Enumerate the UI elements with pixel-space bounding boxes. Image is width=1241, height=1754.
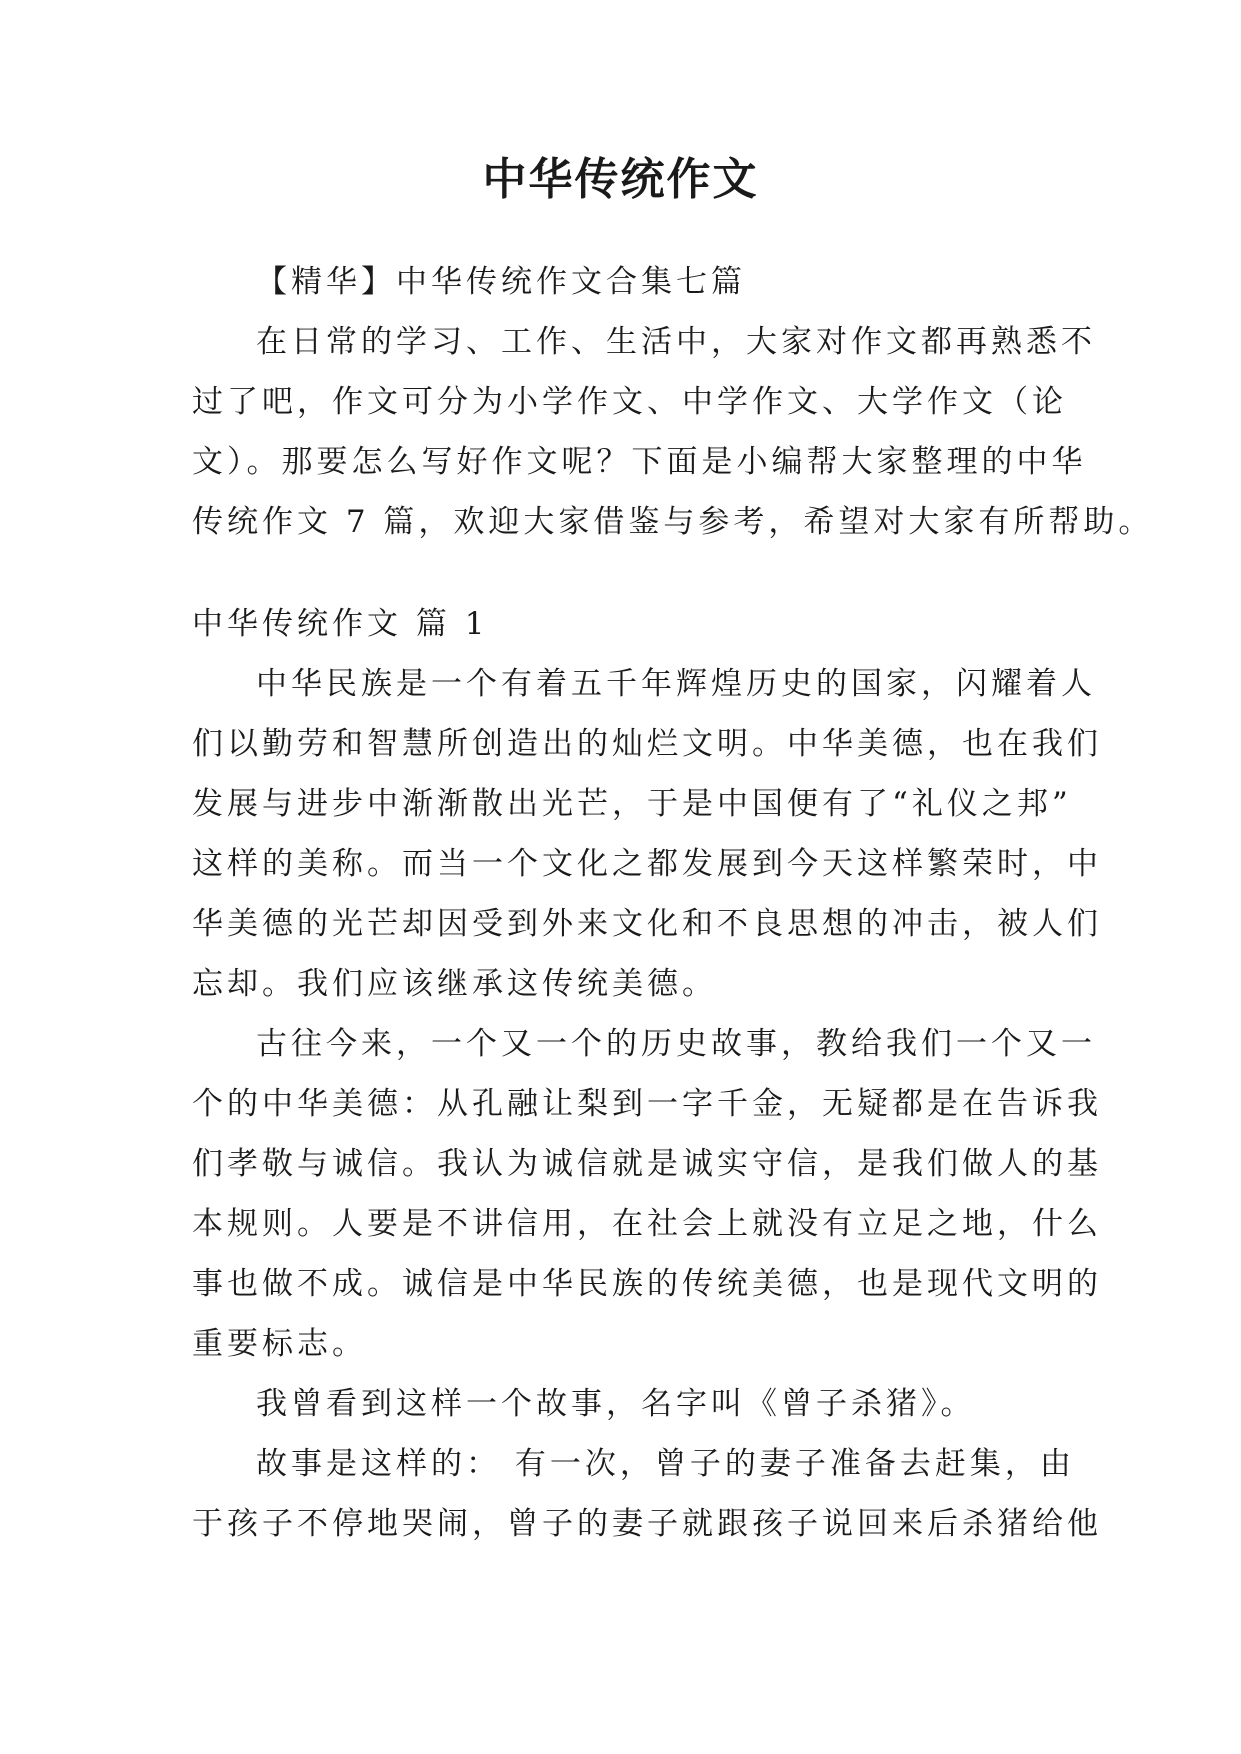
paragraph-line: 中华民族是一个有着五千年辉煌历史的国家，闪耀着人	[256, 666, 1096, 702]
intro-heading: 【精华】中华传统作文合集七篇	[256, 264, 746, 300]
paragraph-line: 于孩子不停地哭闹，曾子的妻子就跟孩子说回来后杀猪给他	[192, 1506, 1102, 1542]
paragraph-line: 在日常的学习、工作、生活中，大家对作文都再熟悉不	[256, 324, 1096, 360]
paragraph-line: 事也做不成。诚信是中华民族的传统美德，也是现代文明的	[192, 1266, 1102, 1302]
paragraph-line: 古往今来，一个又一个的历史故事，教给我们一个又一	[256, 1026, 1096, 1062]
paragraph-line: 忘却。我们应该继承这传统美德。	[192, 966, 717, 1002]
paragraph-line: 华美德的光芒却因受到外来文化和不良思想的冲击，被人们	[192, 906, 1102, 942]
paragraph-line: 重要标志。	[192, 1326, 367, 1362]
paragraph-line: 这样的美称。而当一个文化之都发展到今天这样繁荣时，中	[192, 846, 1102, 882]
document-title: 中华传统作文	[482, 154, 759, 205]
paragraph-line: 个的中华美德：从孔融让梨到一字千金，无疑都是在告诉我	[192, 1086, 1102, 1122]
paragraph-line: 本规则。人要是不讲信用，在社会上就没有立足之地，什么	[192, 1206, 1102, 1242]
paragraph-line: 们以勤劳和智慧所创造出的灿烂文明。中华美德，也在我们	[192, 726, 1102, 762]
paragraph-line: 我曾看到这样一个故事，名字叫《曾子杀猪》。	[256, 1386, 976, 1422]
paragraph-line: 文）。那要怎么写好作文呢？下面是小编帮大家整理的中华	[192, 444, 1087, 480]
paragraph-line: 们孝敬与诚信。我认为诚信就是诚实守信，是我们做人的基	[192, 1146, 1102, 1182]
paragraph-line: 故事是这样的： 有一次，曾子的妻子准备去赶集，由	[256, 1446, 1075, 1482]
section-heading: 中华传统作文 篇 1	[192, 606, 489, 642]
paragraph-line: 传统作文 7 篇，欢迎大家借鉴与参考，希望对大家有所帮助。	[192, 504, 1154, 540]
paragraph-line: 发展与进步中渐渐散出光芒，于是中国便有了“礼仪之邦”	[192, 786, 1072, 822]
paragraph-line: 过了吧，作文可分为小学作文、中学作文、大学作文（论	[192, 384, 1067, 420]
